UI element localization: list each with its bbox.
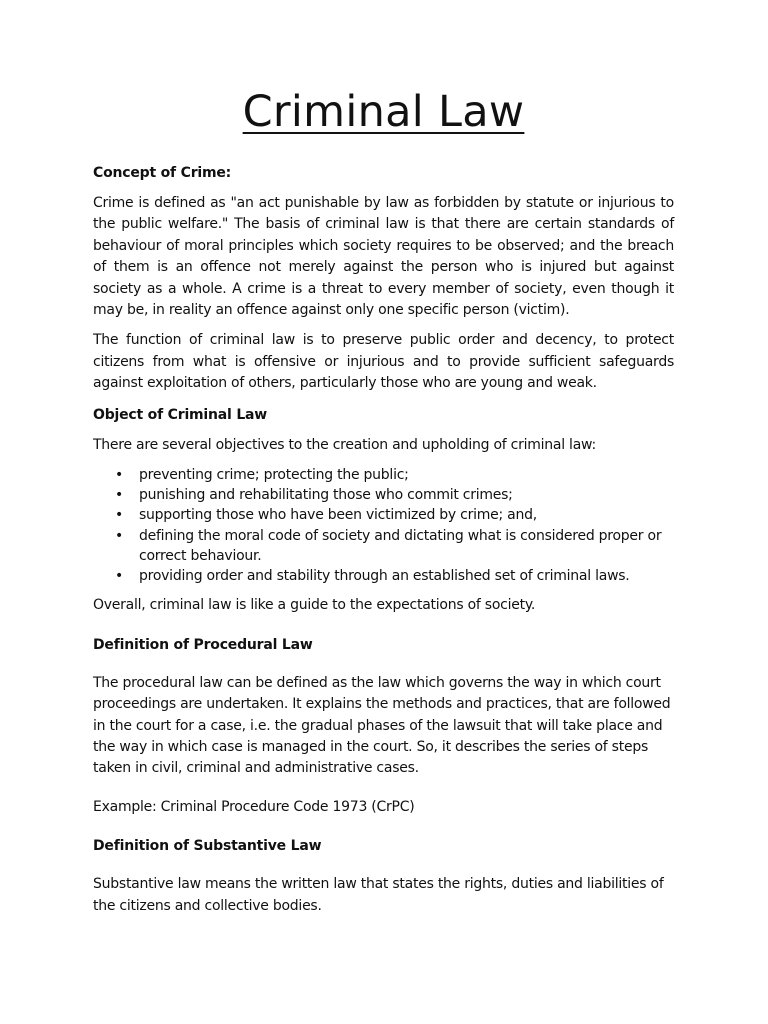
objectives-list — [93, 465, 674, 586]
bullet-icon: • — [115, 507, 124, 524]
list-item-text: defining the moral code of society and dictating what is considered proper or correct behaviour. — [139, 527, 662, 564]
document-page — [93, 84, 674, 926]
substantive-paragraph: Substantive law means the written law that states the rights, duties and liabilities of the citizens and collective bodies. — [93, 876, 664, 914]
list-item — [93, 465, 674, 485]
list-item — [93, 526, 674, 566]
section-heading-procedural: Definition of Procedural Law — [93, 636, 313, 653]
document-title: Criminal Law — [242, 87, 525, 137]
object-intro: There are several objectives to the creation and upholding of criminal law: — [93, 436, 596, 453]
list-item-text: punishing and rehabilitating those who commit crimes; — [139, 487, 513, 504]
list-item — [93, 566, 674, 586]
concept-paragraph-2: The function of criminal law is to preserve public order and decency, to protect citizens from what is offensive or injurious and to provide sufficient safeguards against exploitation of others, particularly those who are young and weak. — [93, 332, 674, 392]
list-item-text: preventing crime; protecting the public; — [139, 467, 409, 484]
bullet-icon: • — [115, 527, 124, 544]
section-heading-substantive: Definition of Substantive Law — [93, 838, 322, 855]
procedural-paragraph: The procedural law can be defined as the law which governs the way in which court proceedings are undertaken. It explains the methods and practices, that are followed in the court for a case, i.e. the gradual phases of the lawsuit that will take place and the way in which case is managed in the court. So, it describes the series of steps taken in civil, criminal and administrative cases. — [93, 674, 671, 777]
procedural-example: Example: Criminal Procedure Code 1973 (CrPC) — [93, 798, 415, 815]
object-outro: Overall, criminal law is like a guide to the expectations of society. — [93, 597, 536, 614]
bullet-icon: • — [115, 487, 124, 504]
list-item — [93, 485, 674, 505]
list-item — [93, 505, 674, 525]
list-item-text: providing order and stability through an established set of criminal laws. — [139, 568, 630, 585]
section-heading-concept: Concept of Crime: — [93, 165, 232, 181]
list-item-text: supporting those who have been victimized by crime; and, — [139, 507, 537, 524]
bullet-icon: • — [115, 467, 124, 484]
concept-paragraph-1: Crime is defined as "an act punishable by law as forbidden by statute or injurious to the public welfare." The basis of criminal law is that there are certain standards of behaviour of moral principles which society requires to be observed; and the breach of them is an offence not merely against the person who is injured but against society as a whole. A crime is a threat to every member of society, even though it may be, in reality an offence against only one specific person (victim). — [93, 195, 674, 319]
section-heading-object: Object of Criminal Law — [93, 406, 268, 423]
bullet-icon: • — [115, 568, 124, 585]
